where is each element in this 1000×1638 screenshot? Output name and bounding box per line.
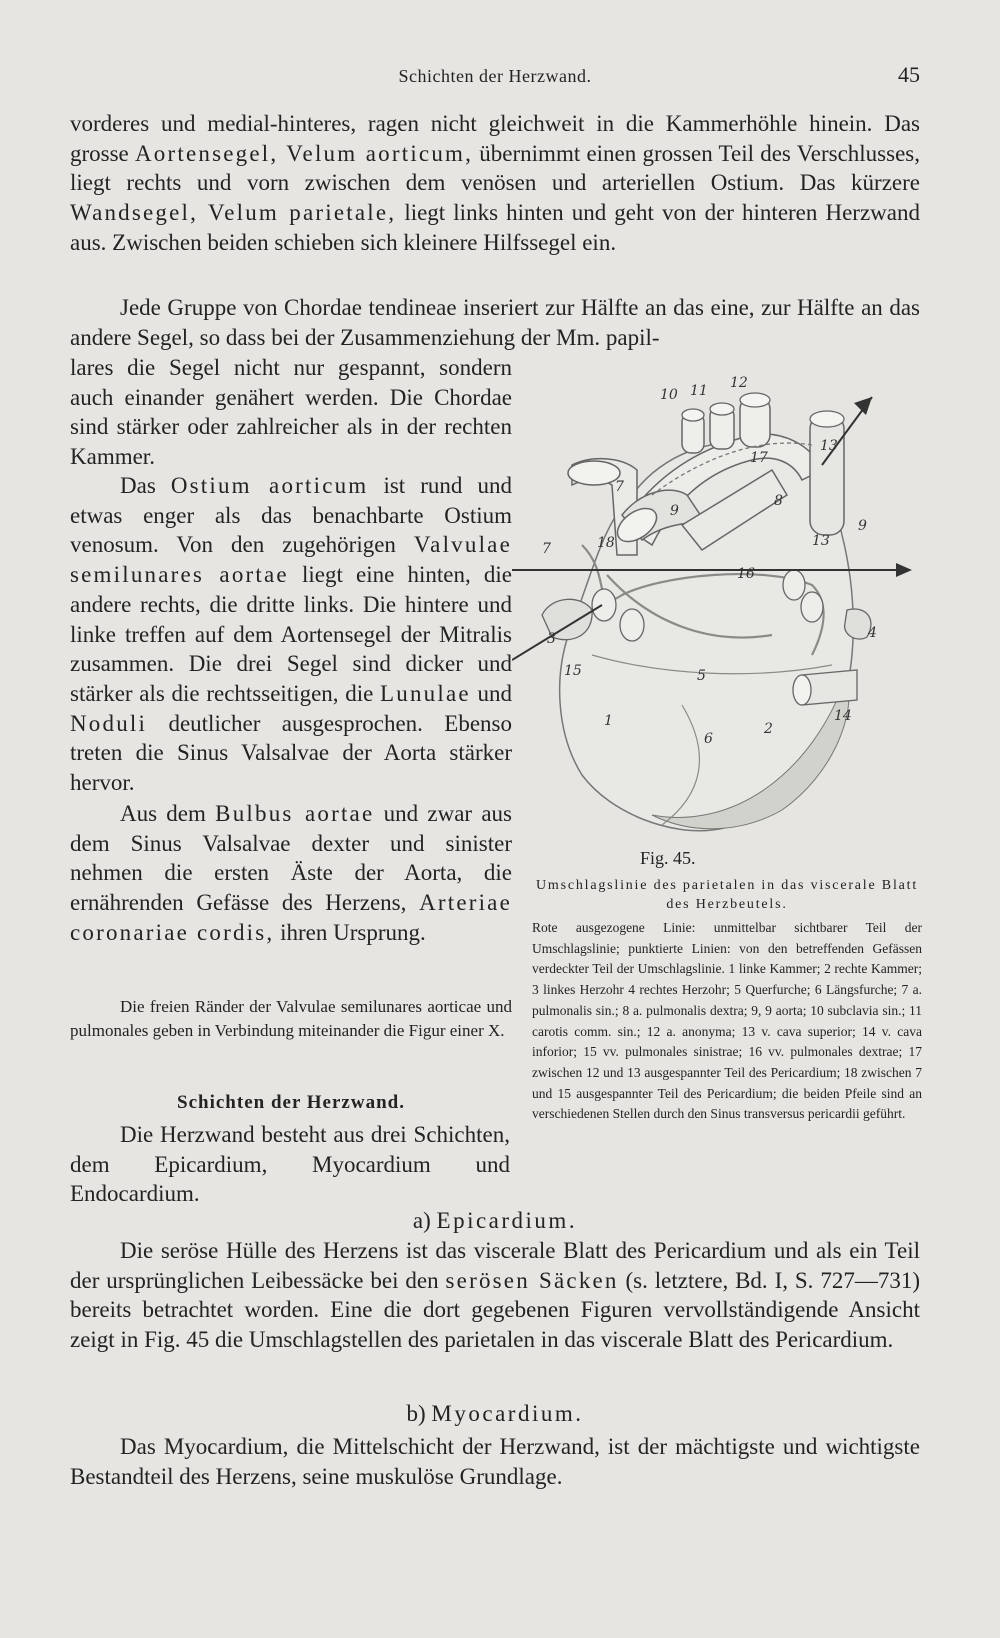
small-print-note: Die freien Ränder der Valvulae semilunares aorticae und pulmonales geben in Verbindung miteinander die Figur einer X. [70,997,512,1040]
subheading-prefix: b) [406,1401,432,1426]
text-run: (s. letztere, Bd. I, S. 727—731) bereits betrachtet worden. Eine die dort gegebenen Figuren vervollständigende Ansicht zeigt in Fig. 45 die Umschlagstellen des parietalen in das viscerale Blatt des Pericardium. [70,1267,920,1353]
figure-label: 9 [858,518,867,534]
running-title: Schichten der Herzwand. [398,66,592,86]
paragraph-5: Die Herzwand besteht aus drei Schichten, dem Epicardium, Myocardium und Endocardium. [70,1122,510,1207]
figure-label: 11 [690,383,708,399]
figure-label: 13 [820,438,838,454]
subheading-epicardium [70,1208,920,1234]
figure-label: 4 [868,625,877,641]
emphasized-term: Ostium aorticum [170,473,369,498]
figure-label: 3 [547,631,556,647]
figure-number: Fig. 45. [640,848,696,868]
text-run: übernimmt einen grossen Teil des Verschlusses, liegt rechts und vorn zwischen dem venösen und arteriellen Ostium. Das kürzere [70,140,920,196]
text-run: ihren Ursprung. [274,919,426,945]
heart-illustration [512,375,932,855]
figure-label: 8 [774,493,783,509]
emphasized-term: Aortensegel, Velum aorticum, [135,140,474,166]
figure-label: 7 [615,479,624,495]
figure-caption: Rote ausgezogene Linie: unmittelbar sichtbarer Teil der Umschlagslinie; punktierte Linien: von den betreffenden Gefässen verdeckter Teil der Umschlagslinie. 1 linke Kammer; 2 rechte Kammer; 3 linkes Herzohr 4 rechtes Herzohr; 5 Querfurche; 6 Längsfurche; 7 a. pulmonalis sin.; 8 a. pulmonalis dextra; 9, 9 aorta; 10 subclavia sin.; 11 carotis comm. sin.; 12 a. anonyma; 13 v. cava superior; 14 v. cava inforior; 15 vv. pulmonales sinistrae; 16 vv. pulmonales dextrae; 17 zwischen 12 und 13 ausgespannter Teil des Pericardium; 18 zwischen 7 und 15 ausgespannter Teil des Pericardium; die beiden Pfeile sind an verschiedenen Stellen durch den Sinus transversus pericardii geführt. [532,920,922,1122]
text-run: der Aorta stärker hervor. [70,740,513,796]
figure-label: 10 [660,387,678,403]
text-run: deutlicher ausgesprochen. Ebenso treten die [70,710,512,766]
text-run: und zwar aus dem Sinus Valsalvae dexter und sinister nehmen die ersten Äste der Aorta, die ernährenden Gefässe des Herzens, [70,801,512,916]
paragraph-4 [70,799,512,948]
figure-title: Umschlagslinie des parietalen in das viscerale Blatt des Herzbeutels. [535,878,919,912]
figure-label: 13 [812,533,830,549]
figure-label: 6 [704,731,713,747]
heart-drawing [512,375,932,855]
text-run: ist rund und etwas enger als das benachbarte Ostium venosum. Von den zugehörigen [70,473,512,558]
figure-label: 7 [542,541,551,557]
text-run: Aus dem [120,801,216,826]
figure-label: 16 [737,566,755,582]
text-run: liegt eine hinten, die andere rechts, die dritte links. Die hintere und linke treffen auf dem Aortensegel der Mitralis zusammen. Die drei Segel sind dicker und stärker als die rechtsseitigen, die [70,562,512,706]
paragraph-1 [70,109,920,258]
figure-label: 17 [750,450,768,466]
paragraph-3 [70,471,512,798]
figure-label: 14 [834,708,852,724]
subheading-term: Myocardium. [431,1401,584,1426]
emphasized-term: Sinus Valsalvae [177,740,330,766]
figure-label: 15 [564,663,582,679]
text-run: Die seröse Hülle des Herzens ist das viscerale Blatt des Pericardium und als ein Teil der ursprünglichen Leibessäcke bei den [70,1238,920,1293]
subheading-term: Epicardium. [436,1208,578,1233]
emphasized-term: Noduli [70,710,148,736]
subheading-prefix: a) [412,1208,437,1233]
emphasized-term: Valvulae semilunares aortae [70,532,512,588]
paragraph-7: Das Myocardium, die Mittelschicht der Herzwand, ist der mächtigste und wichtigste Bestandteil des Herzens, seine muskulöse Grundlage. [70,1434,920,1489]
text-run: und [470,680,512,706]
figure-label: 1 [604,713,613,729]
figure-label: 5 [697,668,706,684]
figure-label: 2 [764,721,773,737]
paragraph-6 [70,1236,920,1355]
paragraph-2-start: Jede Gruppe von Chordae tendineae inseriert zur Hälfte an das eine, zur Hälfte an das andere Segel, so dass bei der Zusammenziehung der Mm. papil- [70,295,920,350]
paragraph-2-continuation: lares die Segel nicht nur gespannt, sondern auch einander genähert werden. Die Chordae sind stärker oder zahlreicher als in der rechten Kammer. [70,355,512,470]
text-run: liegt links hinten und geht von der hinteren Herzwand aus. Zwischen beiden schieben sich kleinere Hilfssegel ein. [70,200,920,255]
page-number: 45 [898,62,920,87]
emphasized-term: Bulbus aortae [215,801,375,826]
emphasized-term: Arteriae coronariae cordis, [70,890,512,945]
emphasized-term: Wandsegel, Velum parietale, [70,200,397,226]
page-header [70,62,920,96]
subheading-myocardium [70,1401,920,1427]
section-heading: Schichten der Herzwand. [177,1092,405,1113]
figure-label: 9 [670,503,679,519]
figure-label: 18 [597,535,615,551]
emphasized-term: serösen Säcken [445,1267,619,1293]
text-run: vorderes und medial-hinteres, ragen nicht gleichweit in die Kammerhöhle hinein. Das grosse [70,111,920,166]
figure-label: 12 [730,375,748,391]
text-run: Das [120,473,171,498]
emphasized-term: Lunulae [380,680,471,706]
